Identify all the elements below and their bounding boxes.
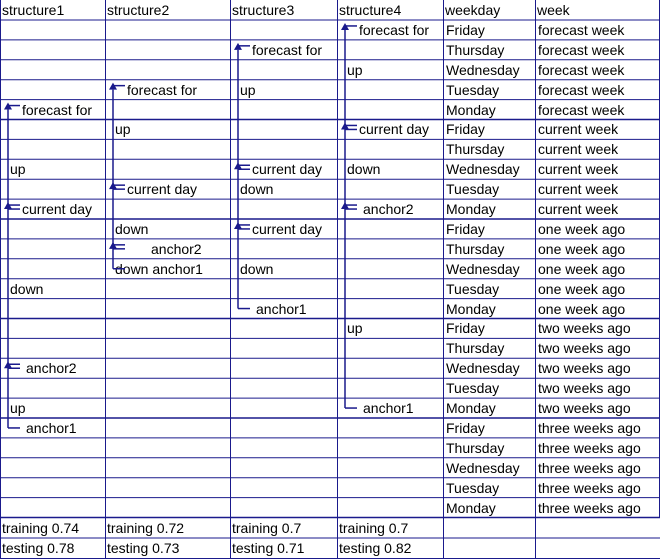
structure-label: down: [240, 181, 274, 198]
structure-label: down anchor1: [115, 260, 203, 277]
weekday-cell: Wednesday: [446, 260, 520, 277]
structure-label: anchor2: [26, 360, 77, 377]
column-header-structure2: structure2: [107, 2, 170, 18]
column-header-structure3: structure3: [232, 2, 295, 18]
structure-label: anchor1: [256, 300, 307, 317]
week-cell: three weeks ago: [538, 499, 641, 516]
weekday-cell: Thursday: [446, 439, 505, 456]
column-header-week: week: [537, 2, 570, 18]
structure-label: anchor1: [363, 400, 414, 417]
structure-label: up: [347, 320, 363, 337]
testing-score: testing 0.73: [107, 540, 180, 557]
weekday-cell: Wednesday: [446, 459, 520, 476]
structure-label: forecast for: [359, 21, 430, 38]
week-cell: one week ago: [538, 260, 626, 277]
column-header-structure1: structure1: [2, 2, 65, 18]
week-cell: three weeks ago: [538, 479, 641, 496]
weekday-cell: Friday: [446, 21, 485, 38]
structure-label: current day: [359, 121, 430, 138]
structure-label: up: [10, 400, 26, 417]
weekday-cell: Wednesday: [446, 61, 520, 78]
weekday-cell: Friday: [446, 320, 485, 337]
week-cell: one week ago: [538, 300, 626, 317]
week-cell: one week ago: [538, 220, 626, 237]
structure-label: forecast for: [22, 101, 93, 118]
structure-label: down: [115, 220, 149, 237]
structure-label: up: [115, 121, 131, 138]
training-score: training 0.7: [232, 519, 302, 536]
weekday-cell: Thursday: [446, 41, 505, 58]
weekday-cell: Friday: [446, 220, 485, 237]
structure-label: anchor2: [151, 240, 202, 257]
training-score: training 0.72: [107, 519, 185, 536]
testing-score: testing 0.78: [2, 540, 75, 557]
structure-label: current day: [252, 161, 323, 178]
week-cell: two weeks ago: [538, 360, 631, 377]
weekday-cell: Monday: [446, 499, 496, 516]
structure-label: down: [347, 161, 381, 178]
weekday-cell: Tuesday: [446, 280, 500, 297]
week-cell: forecast week: [538, 41, 625, 58]
column-header-structure4: structure4: [339, 2, 402, 18]
week-cell: current week: [538, 141, 619, 158]
week-cell: forecast week: [538, 21, 625, 38]
weekday-cell: Thursday: [446, 340, 505, 357]
structure-label: current day: [252, 220, 323, 237]
column-header-weekday: weekday: [445, 2, 501, 18]
weekday-cell: Tuesday: [446, 181, 500, 198]
structure-label: current day: [22, 201, 93, 218]
week-cell: current week: [538, 181, 619, 198]
weekday-cell: Wednesday: [446, 161, 520, 178]
week-cell: current week: [538, 201, 619, 218]
structure-label: up: [240, 81, 256, 98]
weekday-cell: Tuesday: [446, 479, 500, 496]
weekday-cell: Friday: [446, 419, 485, 436]
week-cell: forecast week: [538, 61, 625, 78]
structure-label: forecast for: [252, 41, 323, 58]
week-cell: forecast week: [538, 81, 625, 98]
week-cell: two weeks ago: [538, 380, 631, 397]
weekday-cell: Monday: [446, 400, 496, 417]
structure-label: up: [10, 161, 26, 178]
structure-label: anchor2: [363, 201, 414, 218]
weekday-cell: Tuesday: [446, 81, 500, 98]
weekday-cell: Thursday: [446, 240, 505, 257]
testing-score: testing 0.82: [339, 540, 412, 557]
week-cell: current week: [538, 161, 619, 178]
testing-score: testing 0.71: [232, 540, 305, 557]
structure-label: anchor1: [26, 419, 77, 436]
weekday-cell: Monday: [446, 101, 496, 118]
training-score: training 0.74: [2, 519, 80, 536]
structure-label: down: [240, 260, 274, 277]
week-cell: one week ago: [538, 240, 626, 257]
week-cell: forecast week: [538, 101, 625, 118]
structure-label: down: [10, 280, 44, 297]
week-cell: three weeks ago: [538, 459, 641, 476]
weekday-cell: Thursday: [446, 141, 505, 158]
weekday-cell: Tuesday: [446, 380, 500, 397]
weekday-cell: Monday: [446, 300, 496, 317]
week-cell: three weeks ago: [538, 439, 641, 456]
week-cell: two weeks ago: [538, 340, 631, 357]
structure-label: current day: [127, 181, 198, 198]
week-cell: two weeks ago: [538, 400, 631, 417]
week-cell: one week ago: [538, 280, 626, 297]
structure-label: up: [347, 61, 363, 78]
weekday-cell: Monday: [446, 201, 496, 218]
week-cell: two weeks ago: [538, 320, 631, 337]
week-cell: current week: [538, 121, 619, 138]
weekday-cell: Wednesday: [446, 360, 520, 377]
week-cell: three weeks ago: [538, 419, 641, 436]
training-score: training 0.7: [339, 519, 409, 536]
weekday-cell: Friday: [446, 121, 485, 138]
structure-label: forecast for: [127, 81, 198, 98]
